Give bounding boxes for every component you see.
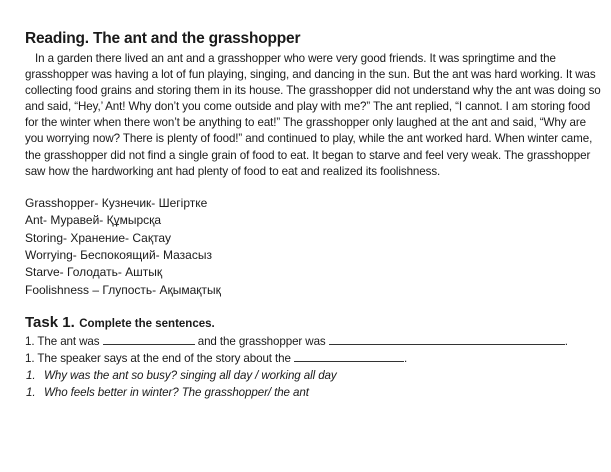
- task-number: Task 1.: [25, 314, 75, 332]
- task-line-4: [25, 384, 601, 401]
- vocab-item-storing: Storing- Хранение- Сақтау: [25, 230, 171, 245]
- line-3-question: Why was the ant so busy?: [44, 369, 177, 383]
- blank-grasshopper-was[interactable]: [329, 333, 565, 345]
- task-instruction: Complete the sentences.: [79, 318, 215, 331]
- vocab-item-ant: Ant- Муравей- Құмырсқа: [25, 213, 162, 228]
- line-4-question: Who feels better in winter?: [44, 386, 179, 400]
- vocab-item-worrying: Worrying- Беспокоящий- Мазасыз: [25, 247, 212, 262]
- line-1-text-c: .: [564, 335, 568, 349]
- blank-ant-was[interactable]: [103, 333, 195, 345]
- line-3-number: 1.: [26, 369, 36, 383]
- vocab-item-foolishness: Foolishness – Глупость- Ақымақтық: [25, 282, 221, 297]
- task-heading: [25, 314, 601, 333]
- line-1-text-b: and the grasshopper was: [197, 335, 326, 349]
- line-2-number: 1.: [25, 352, 35, 366]
- vocab-item-grasshopper: Grasshopper- Кузнечик- Шегіртке: [25, 195, 208, 210]
- task-section: [25, 314, 601, 401]
- worksheet: [25, 30, 601, 401]
- task-line-1: [25, 333, 601, 350]
- line-4-options: The grasshopper/ the ant: [181, 386, 309, 400]
- task-line-3: [25, 367, 601, 384]
- blank-speaker-says[interactable]: [294, 350, 404, 362]
- vocab-item-starve: Starve- Голодать- Аштық: [25, 265, 163, 280]
- line-1-number: 1.: [25, 335, 35, 349]
- line-3-options: singing all day / working all day: [180, 369, 337, 383]
- line-2-text-b: .: [403, 352, 408, 366]
- task-line-2: [25, 350, 601, 367]
- vocabulary-list: [25, 195, 601, 299]
- line-4-number: 1.: [26, 386, 36, 400]
- story-paragraph: In a garden there lived an ant and a grasshopper who were very good friends. It was springtime and the grasshopper was having a lot of fun playing, singing, and dancing in the sun. But the ant was hard working. It was collecting food grains and storing them in its house. The grasshopper did not understand why the ant was doing so and said, “Hey,’ Ant! Why don’t you come outside and play with me?” The ant replied, “I cannot. I am storing food for the winter when there won’t be anything to eat!” The grasshopper only laughed at the ant and said, “Why are you worrying now? There is plenty of food!” and continued to play, while the ant worked hard. When winter came, the grasshopper did not find a single grain of food to eat. It began to starve and feel very weak. The grasshopper saw how the hardworking ant had plenty of food to eat and realized its foolishness.: [25, 52, 601, 178]
- line-2-text-a: The speaker says at the end of the story about the: [37, 352, 291, 366]
- line-1-text-a: The ant was: [37, 335, 100, 349]
- reading-title: Reading. The ant and the grasshopper: [25, 30, 301, 47]
